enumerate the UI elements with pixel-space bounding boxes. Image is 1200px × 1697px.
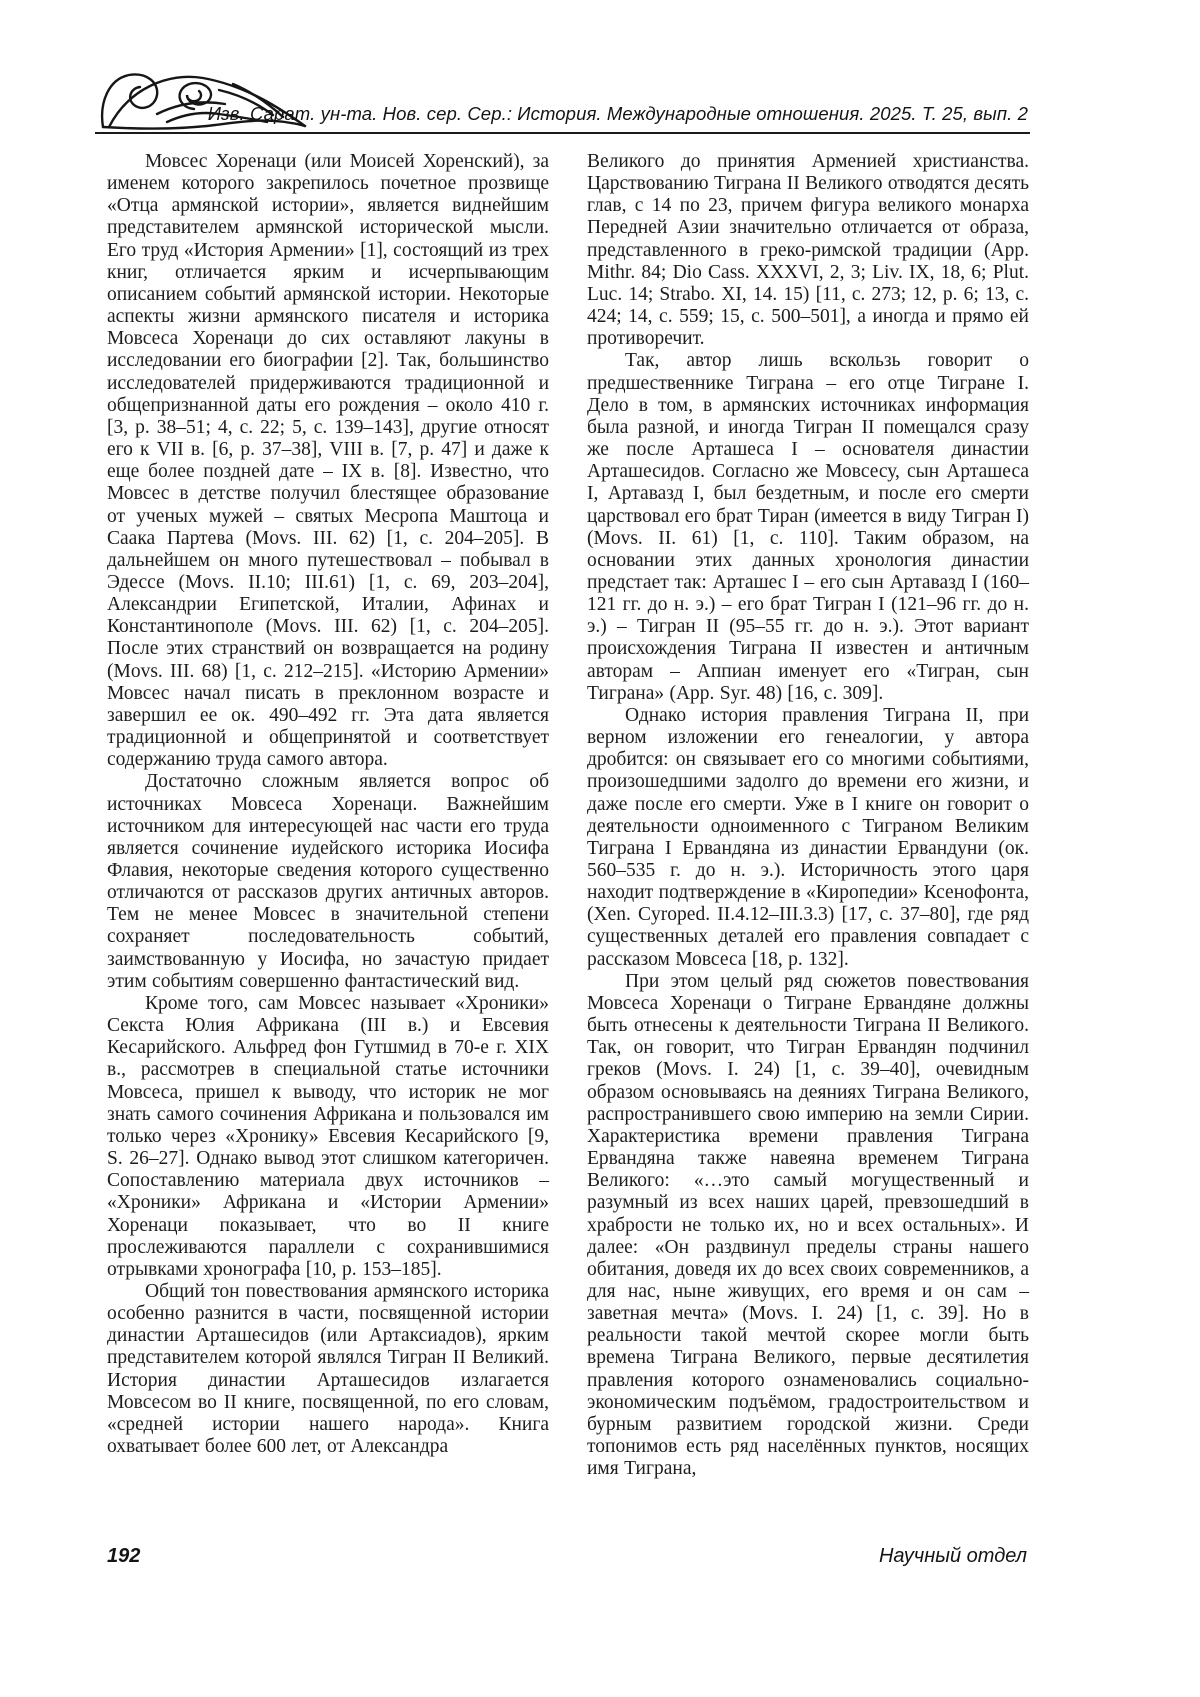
- page-number: 192: [107, 1545, 141, 1567]
- paragraph: Общий тон повествования армянского историка особенно разнится в части, посвященной истории династии Арташесидов (или Артаксиадов), ярким представителем которой являлся Тигран II Великий. История династии Арташесидов излагается Мовсесом во II книге, посвященной, по его словам, «средней истории нашего народа». Книга охватывает более 600 лет, от Александра: [107, 1280, 549, 1458]
- paragraph: Мовсес Хоренаци (или Моисей Хоренский), за именем которого закрепилось почетное прозвище «Отца армянской истории», является виднейшим представителем армянской исторической мысли. Его труд «История Армении» [1], состоящий из трех книг, отличается ярким и исчерпывающим описанием событий армянской истории. Некоторые аспекты жизни армянского писателя и историка Мовсеса Хоренаци до сих оставляют лакуны в исследовании его биографии [2]. Так, большинство исследователей придерживаются традиционной и общепризнанной даты его рождения – около 410 г. [3, p. 38–51; 4, с. 22; 5, с. 139–143], другие относят его к VII в. [6, p. 37–38], VIII в. [7, p. 47] и даже к еще более поздней дате – IX в. [8]. Известно, что Мовсес в детстве получил блестящее образование от ученых мужей – святых Месропа Маштоца и Саака Партева (Movs. III. 62) [1, с. 204–205]. В дальнейшем он много путешествовал – побывал в Эдессе (Movs. II.10; III.61) [1, с. 69, 203–204], Александрии Египетской, Италии, Афинах и Константинополе (Movs. III. 62) [1, с. 204–205]. После этих странствий он возвращается на родину (Movs. III. 68) [1, с. 212–215]. «Историю Армении» Мовсес начал писать в преклонном возрасте и завершил ее ок. 490–492 гг. Эта дата является традиционной и общепринятой и соответствует содержанию труда самого автора.: [107, 151, 549, 771]
- paragraph: При этом целый ряд сюжетов повествования Мовсеса Хоренаци о Тигране Ервандяне должны быть отнесены к деятельности Тиграна II Великого. Так, он говорит, что Тигран Ервандян подчинил греков (Movs. I. 24) [1, с. 39–40], очевидным образом основываясь на деяниях Тиграна Великого, распространившего свою империю на земли Сирии. Характеристика времени правления Тиграна Ервандяна также навеяна временем Тиграна Великого: «…это самый могущественный и разумный из всех наших царей, превзошедший в храбрости не только их, но и всех остальных». И далее: «Он раздвинул пределы страны нашего обитания, доведя их до всех своих современников, а для нас, ныне живущих, его время и он сам – заветная мечта» (Movs. I. 24) [1, с. 39]. Но в реальности такой мечтой скорее могли быть времена Тиграна Великого, первые десятилетия правления которого ознаменовались социально-экономическим подъёмом, градостроительством и бурным развитием городской жизни. Среди топонимов есть ряд населённых пунктов, носящих имя Тиграна,: [587, 970, 1029, 1480]
- page-footer: [107, 1545, 1027, 1568]
- paragraph: Кроме того, сам Мовсес называет «Хроники» Секста Юлия Африкана (III в.) и Евсевия Кесарийского. Альфред фон Гутшмид в 70-е г. XIX в., рассмотрев в специальной статье источники Мовсеса, пришел к выводу, что историк не мог знать самого сочинения Африкана и пользовался им только через «Хронику» Евсевия Кесарийского [9, S. 26–27]. Однако вывод этот слишком категоричен. Сопоставлению материала двух источников – «Хроники» Африкана и «Истории Армении» Хоренаци показывает, что во II книге прослеживаются параллели с сохранившимися отрывками хронографа [10, p. 153–185].: [107, 992, 549, 1280]
- paragraph: Так, автор лишь вскользь говорит о предшественнике Тиграна – его отце Тигране I. Дело в том, в армянских источниках информация была разной, и иногда Тигран II помещался сразу же после Арташеса I – основателя династии Арташесидов. Согласно же Мовсесу, сын Арташеса I, Артавазд I, был бездетным, и после его смерти царствовал его брат Тиран (имеется в виду Тигран I) (Movs. II. 61) [1, с. 110]. Таким образом, на основании этих данных хронология династии предстает так: Арташес I – его сын Артавазд I (160–121 гг. до н. э.) – его брат Тигран I (121–96 гг. до н. э.) – Тигран II (95–55 гг. до н. э.). Этот вариант происхождения Тиграна II известен и античным авторам – Аппиан именует его «Тигран, сын Тиграна» (App. Syr. 48) [16, с. 309].: [587, 350, 1029, 704]
- running-head: [95, 68, 1030, 134]
- column-left: [107, 151, 549, 1480]
- article-body: [107, 151, 1029, 1480]
- paragraph: Достаточно сложным является вопрос об источниках Мовсеса Хоренаци. Важнейшим источником для интересующей нас части его труда является сочинение иудейского историка Иосифа Флавия, некоторые сведения которого существенно отличаются от рассказов других античных авторов. Тем не менее Мовсес в значительной степени сохраняет последовательность событий, заимствованную у Иосифа, но зачастую придает этим событиям совершенно фантастический вид.: [107, 771, 549, 992]
- paragraph: Однако история правления Тиграна II, при верном изложении его генеалогии, у автора дробится: он связывает его со многими событиями, произошедшими задолго до времени его жизни, и даже после его смерти. Уже в I книге он говорит о деятельности одноименного с Тиграном Великим Тиграна I Ервандяна из династии Ервандуни (ок. 560–535 г. до н. э.). Историчность этого царя находит подтверждение в «Киропедии» Ксенофонта, (Xen. Cyroped. II.4.12–III.3.3) [17, с. 37–80], где ряд существенных деталей его правления совпадает с рассказом Мовсеса [18, p. 132].: [587, 704, 1029, 970]
- section-label: Научный отдел: [878, 1545, 1027, 1567]
- journal-title-line: Изв. Сарат. ун-та. Нов. сер. Сер.: История. Международные отношения. 2025. Т. 25, вып. 2: [207, 103, 1028, 124]
- column-right: [587, 151, 1029, 1480]
- paragraph-continuation: Великого до принятия Арменией христианства. Царствованию Тиграна II Великого отводятся десять глав, с 14 по 23, причем фигура великого монарха Передней Азии значительно отличается от образа, представленного в греко-римской традиции (App. Mithr. 84; Dio Cass. XXXVI, 2, 3; Liv. IX, 18, 6; Plut. Luc. 14; Strabo. XI, 14. 15) [11, с. 273; 12, p. 6; 13, с. 424; 14, с. 559; 15, с. 500–501], а иногда и прямо ей противоречит.: [587, 151, 1029, 350]
